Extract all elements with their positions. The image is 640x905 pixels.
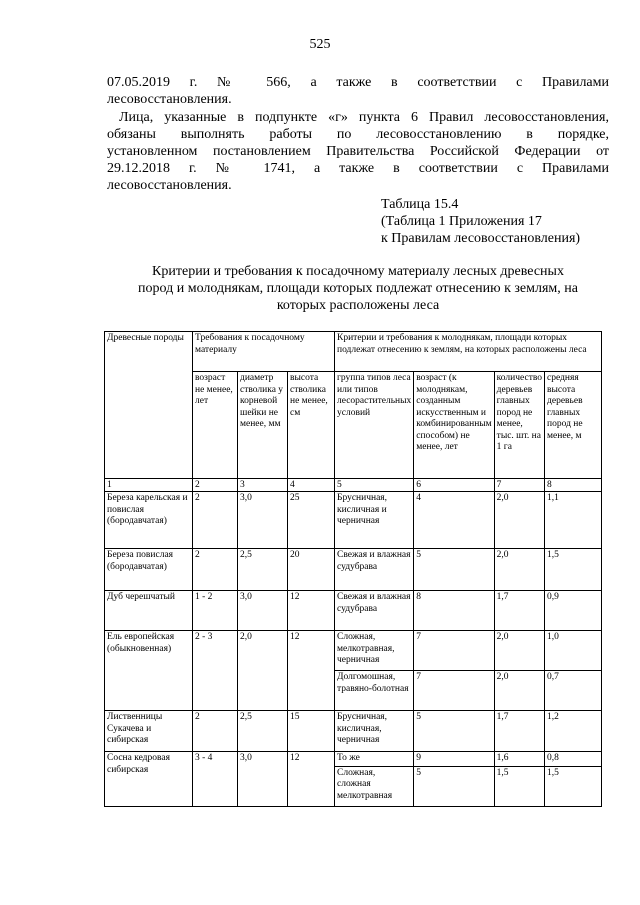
- header-species: Древесные породы: [105, 332, 193, 479]
- heading-line: Критерии и требования к посадочному материалу лесных древесных: [152, 264, 564, 279]
- cell-forest-type: Свежая и влажная судубрава: [335, 549, 414, 591]
- table-row: [105, 631, 602, 671]
- cell-diameter: 2,5: [238, 549, 288, 591]
- cell-avg-height: 1,2: [545, 711, 602, 752]
- cell-count: 2,0: [494, 549, 544, 591]
- cell-count: 2,0: [494, 492, 544, 549]
- cell-diameter: 2,5: [238, 711, 288, 752]
- caption-line: Таблица 15.4: [381, 197, 459, 212]
- cell-diameter: 3,0: [238, 492, 288, 549]
- cell-species: Ель европейская (обыкновенная): [105, 631, 193, 711]
- cell-avg-height: 1,0: [545, 631, 602, 671]
- cell-count: 1,5: [494, 766, 544, 806]
- cell-height: 12: [288, 631, 335, 711]
- header-avg-height: средняя высота деревьев главных пород не менее, м: [545, 372, 602, 479]
- header-height: высота стволика не менее, см: [288, 372, 335, 479]
- cell-forest-type: Долгомошная, травяно-болотная: [335, 671, 414, 711]
- caption-line: (Таблица 1 Приложения 17: [381, 214, 542, 229]
- table-row: [105, 492, 602, 549]
- text-line: лесовосстановления.: [107, 92, 232, 107]
- column-number: 4: [288, 479, 335, 492]
- cell-age: 2: [193, 549, 238, 591]
- page-number: 525: [309, 37, 331, 52]
- cell-young-age: 7: [414, 671, 494, 711]
- text-line: 29.12.2018 г. № 1741, а также в соответствии с Правилами: [107, 161, 609, 176]
- cell-forest-type: То же: [335, 752, 414, 767]
- heading-line: которых расположены леса: [276, 298, 440, 313]
- cell-forest-type: Брусничная, кисличная и черничная: [335, 492, 414, 549]
- cell-diameter: 3,0: [238, 591, 288, 631]
- column-number: 1: [105, 479, 193, 492]
- header-planting-material: Требования к посадочному материалу: [193, 332, 335, 372]
- header-forest-type: группа типов леса или типов лесорастительных условий: [335, 372, 414, 479]
- heading-line: пород и молоднякам, площади которых подлежат отнесению к землям, на: [138, 281, 578, 296]
- cell-height: 12: [288, 591, 335, 631]
- cell-count: 1,6: [494, 752, 544, 767]
- table-heading: [107, 263, 609, 314]
- text-line: Лица, указанные в подпункте «г» пункта 6 Правил лесовосстановления,: [119, 110, 609, 125]
- cell-age: 2: [193, 492, 238, 549]
- header-count: количество деревьев главных пород не менее, тыс. шт. на 1 га: [494, 372, 544, 479]
- column-number: 6: [414, 479, 494, 492]
- cell-height: 12: [288, 752, 335, 807]
- cell-height: 25: [288, 492, 335, 549]
- header-young-stands: Критерии и требования к молоднякам, площади которых подлежат отнесению к землям, на которых расположены леса: [335, 332, 602, 372]
- text-line: лесовосстановления.: [107, 178, 232, 193]
- cell-species: Дуб черешчатый: [105, 591, 193, 631]
- column-number-row: [105, 479, 602, 492]
- cell-avg-height: 1,5: [545, 549, 602, 591]
- cell-diameter: 2,0: [238, 631, 288, 711]
- cell-count: 1,7: [494, 711, 544, 752]
- table-row: [105, 752, 602, 767]
- column-number: 3: [238, 479, 288, 492]
- cell-forest-type: Брусничная, кисличная, черничная: [335, 711, 414, 752]
- column-number: 8: [545, 479, 602, 492]
- cell-species: Береза повислая (бородавчатая): [105, 549, 193, 591]
- caption-line: к Правилам лесовосстановления): [381, 231, 581, 246]
- header-young-age: возраст (к молоднякам, созданным искусственным и комбинированным способом) не менее, лет: [414, 372, 494, 479]
- cell-forest-type: Сложная, сложная мелкотравная: [335, 766, 414, 806]
- cell-avg-height: 0,9: [545, 591, 602, 631]
- header-diameter: диаметр стволика у корневой шейки не менее, мм: [238, 372, 288, 479]
- cell-count: 1,7: [494, 591, 544, 631]
- cell-height: 20: [288, 549, 335, 591]
- text-line: обязаны выполнять работы по лесовосстановлению в порядке,: [107, 127, 609, 142]
- cell-count: 2,0: [494, 671, 544, 711]
- cell-young-age: 5: [414, 549, 494, 591]
- cell-avg-height: 1,1: [545, 492, 602, 549]
- cell-young-age: 7: [414, 631, 494, 671]
- table-row: [105, 711, 602, 752]
- cell-height: 15: [288, 711, 335, 752]
- cell-young-age: 4: [414, 492, 494, 549]
- paragraph-obligations: [107, 109, 609, 194]
- cell-species: Лиственницы Сукачева и сибирская: [105, 711, 193, 752]
- cell-age: 1 - 2: [193, 591, 238, 631]
- cell-species: Сосна кедровая сибирская: [105, 752, 193, 807]
- cell-age: 3 - 4: [193, 752, 238, 807]
- table-caption: [381, 196, 580, 247]
- table-row: [105, 549, 602, 591]
- column-number: 5: [335, 479, 414, 492]
- paragraph-continuation: [107, 74, 609, 108]
- cell-avg-height: 1,5: [545, 766, 602, 806]
- cell-avg-height: 0,7: [545, 671, 602, 711]
- cell-avg-height: 0,8: [545, 752, 602, 767]
- cell-young-age: 5: [414, 766, 494, 806]
- cell-age: 2 - 3: [193, 631, 238, 711]
- cell-species: Береза карельская и повислая (бородавчатая): [105, 492, 193, 549]
- header-age: возраст не менее, лет: [193, 372, 238, 479]
- column-number: 7: [494, 479, 544, 492]
- text-line: 07.05.2019 г. № 566, а также в соответствии с Правилами: [107, 75, 609, 90]
- table-row: [105, 591, 602, 631]
- cell-forest-type: Свежая и влажная судубрава: [335, 591, 414, 631]
- cell-young-age: 8: [414, 591, 494, 631]
- text-line: установленном постановлением Правительства Российской Федерации от: [107, 144, 609, 159]
- criteria-table: [104, 331, 602, 807]
- header-row: [105, 332, 602, 372]
- cell-forest-type: Сложная, мелкотравная, черничная: [335, 631, 414, 671]
- column-number: 2: [193, 479, 238, 492]
- cell-diameter: 3,0: [238, 752, 288, 807]
- cell-young-age: 5: [414, 711, 494, 752]
- cell-young-age: 9: [414, 752, 494, 767]
- cell-count: 2,0: [494, 631, 544, 671]
- cell-age: 2: [193, 711, 238, 752]
